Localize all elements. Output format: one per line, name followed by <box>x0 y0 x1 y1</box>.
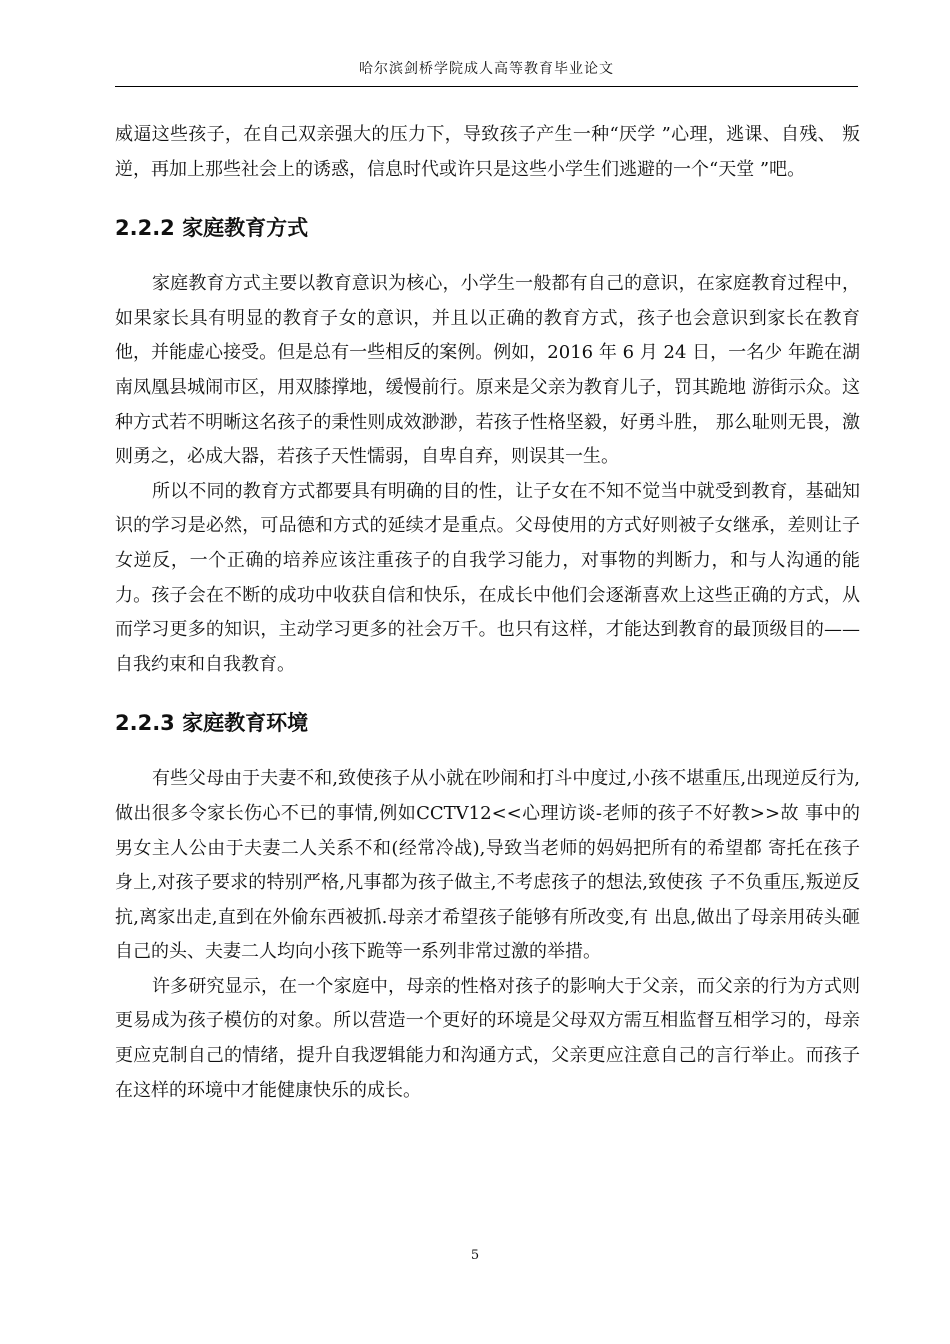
intro-paragraph: 威逼这些孩子，在自己双亲强大的压力下，导致孩子产生一种“厌学 ”心理，逃课、自残、 叛逆，再加上那些社会上的诱惑，信息时代或许只是这些小学生们逃避的一个“天堂 ”吧。 <box>115 124 860 180</box>
paragraph-2-2-2-1: 家庭教育方式主要以教育意识为核心，小学生一般都有自己的意识，在家庭教育过程中，如果家长具有明显的教育子女的意识，并且以正确的教育方式，孩子也会意识到家长在教育他，并能虚心接受。但是总有一些相反的案例。例如，2016 年 6 月 24 日，一名少 年跪在湖南凤凰县城闹市区，用双膝撑地，缓慢前行。原来是父亲为教育儿子，罚其跪地 游街示众。这种方式若不明晰这名孩子的秉性则成效渺渺，若孩子性格坚毅，好勇斗胜， 那么耻则无畏，激则勇之，必成大器，若孩子天性懦弱，自卑自弃，则误其一生。 <box>115 273 860 468</box>
header-title: 哈尔滨剑桥学院成人高等教育毕业论文 <box>359 61 614 77</box>
paragraph-2-2-3-1: 有些父母由于夫妻不和,致使孩子从小就在吵闹和打斗中度过,小孩不堪重压,出现逆反行为,做出很多令家长伤心不已的事情,例如CCTV12<<心理访谈-老师的孩子不好教>>故 事中的男女主人公由于夫妻二人关系不和(经常冷战),导致当老师的妈妈把所有的希望都 寄托在孩子身上,对孩子要求的特别严格,凡事都为孩子做主,不考虑孩子的想法,致使孩 子不负重压,叛逆反抗,离家出走,直到在外偷东西被抓.母亲才希望孩子能够有所改变,有 出息,做出了母亲用砖头砸自己的头、夫妻二人均向小孩下跪等一系列非常过激的举措。 <box>115 768 860 963</box>
page-number: 5 <box>470 1248 480 1263</box>
section-heading-2-2-2: 2.2.2 家庭教育方式 <box>115 216 309 241</box>
page-header <box>115 58 858 87</box>
paragraph-2-2-2-2: 所以不同的教育方式都要具有明确的目的性，让子女在不知不觉当中就受到教育，基础知识的学习是必然，可品德和方式的延续才是重点。父母使用的方式好则被子女继承，差则让子女逆反，一个正确的培养应该注重孩子的自我学习能力，对事物的判断力，和与人沟通的能力。孩子会在不断的成功中收获自信和快乐，在成长中他们会逐渐喜欢上这些正确的方式，从而学习更多的知识，主动学习更多的社会万千。也只有这样，才能达到教育的最顶级目的——自我约束和自我教育。 <box>115 480 860 675</box>
paragraph-2-2-3-2: 许多研究显示，在一个家庭中，母亲的性格对孩子的影响大于父亲，而父亲的行为方式则更易成为孩子模仿的对象。所以营造一个更好的环境是父母双方需互相监督互相学习的，母亲更应克制自己的情绪，提升自我逻辑能力和沟通方式，父亲更应注意自己的言行举止。而孩子在这样的环境中才能健康快乐的成长。 <box>115 975 860 1101</box>
section-heading-2-2-3: 2.2.3 家庭教育环境 <box>115 711 309 736</box>
document-body <box>115 118 860 1108</box>
